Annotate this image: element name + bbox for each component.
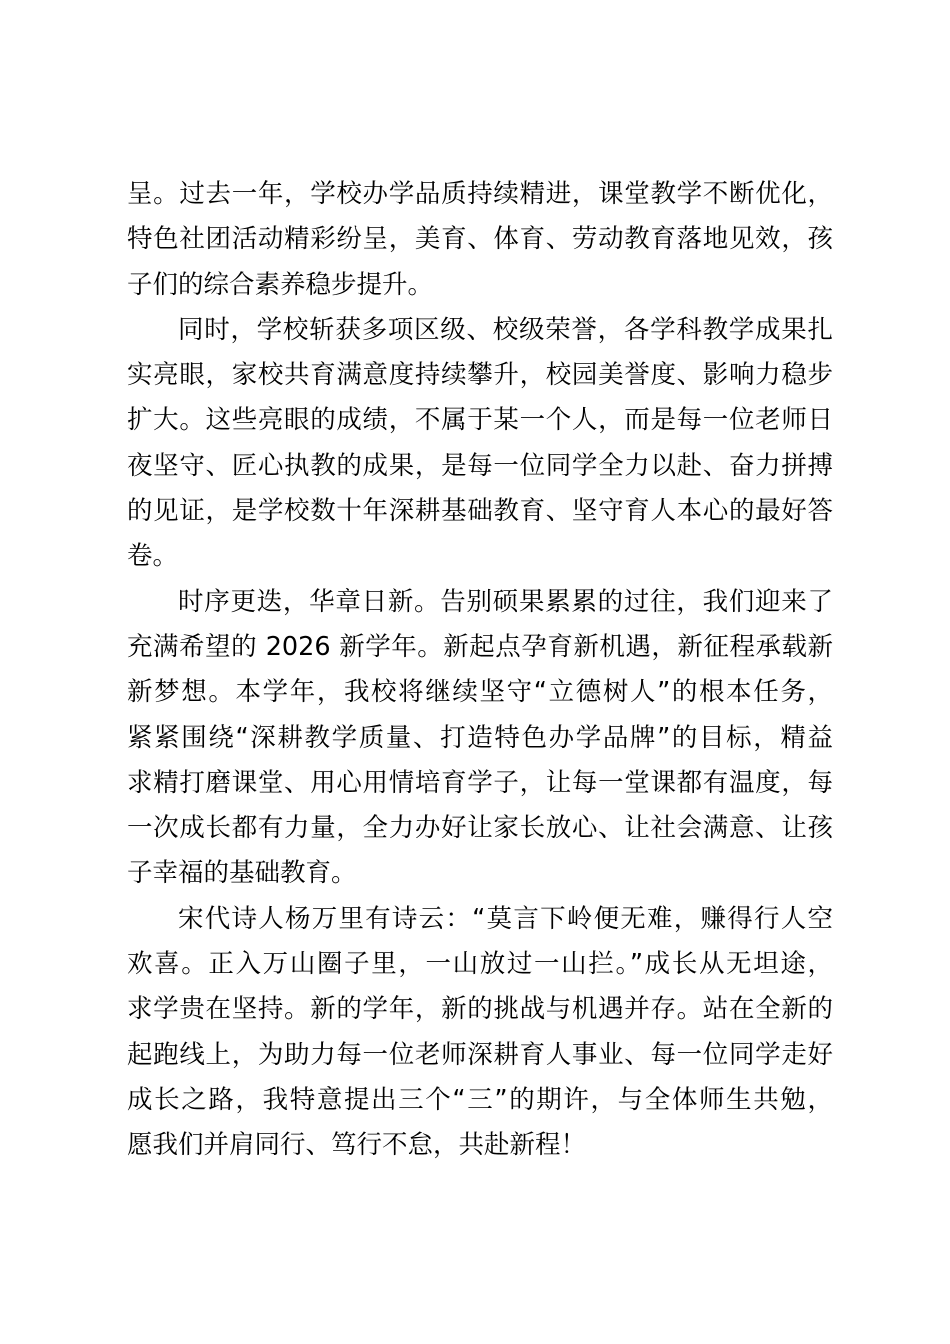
text-line: 扩大。这些亮眼的成绩，不属于某一个人，而是每一位老师日	[127, 405, 833, 436]
text-line: 新梦想。本学年，我校将继续坚守“立德树人”的根本任务，	[127, 677, 833, 708]
text-line: 实亮眼，家校共育满意度持续攀升，校园美誉度、影响力稳步	[127, 360, 833, 391]
text-line: 宋代诗人杨万里有诗云：“莫言下岭便无难，赚得行人空	[178, 903, 833, 934]
paragraph	[127, 897, 833, 1169]
text-line: 求学贵在坚持。新的学年，新的挑战与机遇并存。站在全新的	[127, 994, 833, 1025]
text-line: 紧紧围绕“深耕教学质量、打造特色办学品牌”的目标，精益	[127, 722, 833, 753]
text-line: 一次成长都有力量，全力办好让家长放心、让社会满意、让孩	[127, 813, 833, 844]
text-line: 愿我们并肩同行、笃行不怠，共赴新程！	[127, 1130, 587, 1161]
text-line: 卷。	[127, 541, 179, 572]
text-line: 时序更迭，华章日新。告别硕果累累的过往，我们迎来了	[178, 586, 833, 617]
text-line: 子幸福的基础教育。	[127, 858, 357, 889]
paragraph	[127, 580, 833, 897]
text-line: 同时，学校斩获多项区级、校级荣誉，各学科教学成果扎	[178, 314, 833, 345]
paragraph	[127, 172, 833, 308]
text-line: 求精打磨课堂、用心用情培育学子，让每一堂课都有温度，每	[127, 767, 833, 798]
text-line: 充满希望的 2026 新学年。新起点孕育新机遇，新征程承载新	[127, 631, 833, 662]
text-line: 成长之路，我特意提出三个“三”的期许，与全体师生共勉，	[127, 1084, 833, 1115]
text-line: 的见证，是学校数十年深耕基础教育、坚守育人本心的最好答	[127, 496, 833, 527]
text-line: 子们的综合素养稳步提升。	[127, 269, 434, 300]
text-line: 起跑线上，为助力每一位老师深耕育人事业、每一位同学走好	[127, 1039, 833, 1070]
text-line: 欢喜。正入万山圈子里，一山放过一山拦。”成长从无坦途，	[127, 949, 833, 980]
text-line: 夜坚守、匠心执教的成果，是每一位同学全力以赴、奋力拼搏	[127, 450, 833, 481]
body-text	[127, 172, 833, 1169]
text-line: 呈。过去一年，学校办学品质持续精进，课堂教学不断优化，	[127, 179, 833, 209]
paragraph	[127, 308, 833, 580]
text-line: 特色社团活动精彩纷呈，美育、体育、劳动教育落地见效，孩	[127, 224, 833, 255]
